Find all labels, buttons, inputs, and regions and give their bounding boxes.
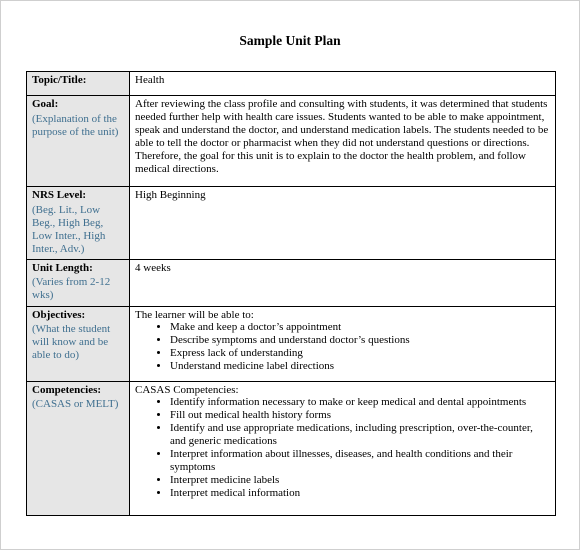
bullet-item: • Identify and use appropriate medications, including prescription, over-the-counter, and generic medications <box>170 422 550 448</box>
row-label-cell <box>27 381 130 515</box>
bullet-item: • Interpret medical information <box>170 487 550 500</box>
row-label-description: (Beg. Lit., Low Beg., High Beg, Low Inter., High Inter., Adv.) <box>32 203 106 255</box>
bullet-item: • Make and keep a doctor’s appointment <box>170 321 550 334</box>
row-label-description: (CASAS or MELT) <box>32 398 119 411</box>
row-label-cell <box>27 259 130 306</box>
plan-row <box>27 187 556 260</box>
row-label: Competencies: <box>32 383 102 396</box>
row-label: Topic/Title: <box>32 74 87 86</box>
plan-row <box>27 381 556 515</box>
row-label: NRS Level: <box>32 189 87 201</box>
bullet-item: • Express lack of understanding <box>170 347 550 360</box>
bullet-item: • Interpret information about illnesses, diseases, and health conditions and their symptoms <box>170 448 550 474</box>
row-content-cell <box>130 306 556 381</box>
plan-row <box>27 72 556 96</box>
bullet-item: • Identify information necessary to make or keep medical and dental appointments <box>170 396 550 409</box>
row-content-text: CASAS Competencies: <box>135 383 239 396</box>
row-content-text: 4 weeks <box>135 261 171 274</box>
row-label: Goal: <box>32 98 59 110</box>
row-label-cell <box>27 96 130 187</box>
bullet-item: • Describe symptoms and understand doctor’s questions <box>170 334 550 347</box>
row-content-cell <box>130 187 556 260</box>
bullet-item: • Understand medicine label directions <box>170 360 550 373</box>
row-label-cell <box>27 72 130 96</box>
row-content-cell <box>130 96 556 187</box>
row-label-cell <box>27 306 130 381</box>
row-content-cell <box>130 259 556 306</box>
row-content-cell <box>130 72 556 96</box>
unit-plan-table-body <box>27 72 556 516</box>
unit-plan-table <box>26 71 556 516</box>
bullet-item: • Fill out medical health history forms <box>170 409 550 422</box>
document-title: Sample Unit Plan <box>239 33 341 48</box>
row-label-description: (Explanation of the purpose of the unit) <box>32 112 119 138</box>
row-label: Objectives: <box>32 308 86 321</box>
bullet-list <box>135 396 550 499</box>
row-label: Unit Length: <box>32 261 93 274</box>
row-label-description: (What the student will know and be able to do) <box>32 323 111 362</box>
row-label-cell <box>27 187 130 260</box>
row-content-cell <box>130 381 556 515</box>
row-content-text: High Beginning <box>135 189 206 201</box>
row-content-text: After reviewing the class profile and consulting with students, it was determined that students needed further help with health care issues. Students wanted to be able to make appointment, speak and understand the doctor, and understand medication labels. The students needed to be able to tell the doctor or pharmacist when they did not understand questions or directions. Therefore, the goal for this unit is to explain to the doctor the health problem, and follow medical directions. <box>135 98 549 175</box>
bullet-item: • Interpret medicine labels <box>170 474 550 487</box>
row-content-text: The learner will be able to: <box>135 308 254 321</box>
plan-row <box>27 306 556 381</box>
row-label-description: (Varies from 2-12 wks) <box>32 276 111 302</box>
row-content-text: Health <box>135 74 165 86</box>
plan-row <box>27 259 556 306</box>
bullet-list <box>135 321 550 373</box>
plan-row <box>27 96 556 187</box>
